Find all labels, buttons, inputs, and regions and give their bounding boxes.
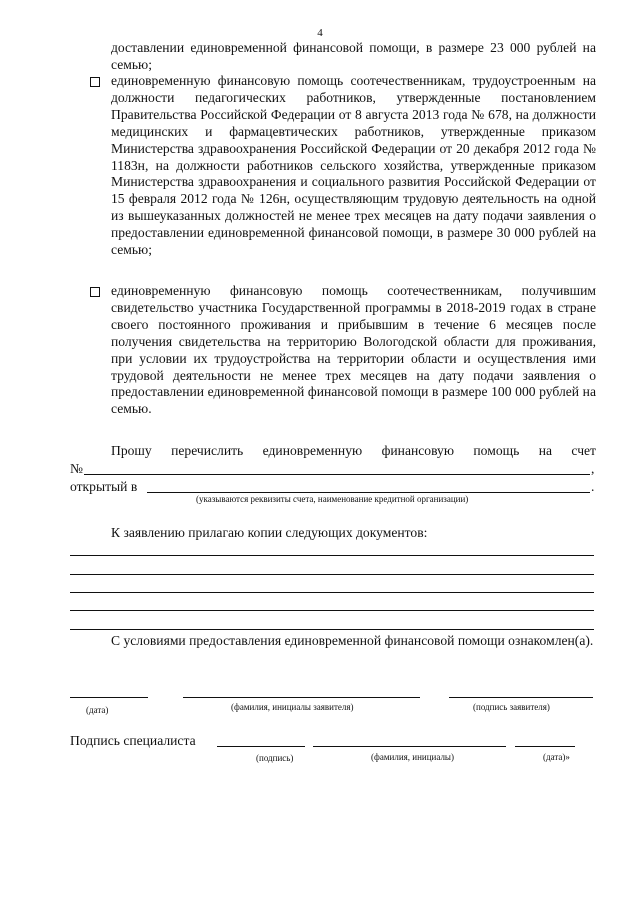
option3-checkbox[interactable] [90,287,100,297]
attachment-line[interactable] [70,629,594,630]
attachment-line[interactable] [70,592,594,593]
applicant-name-field[interactable] [183,697,420,698]
applicant-name-caption: (фамилия, инициалы заявителя) [231,702,354,712]
applicant-signature-caption: (подпись заявителя) [473,702,550,712]
acknowledgement-text: С условиями предоставления единовременной финансовой помощи ознакомлен(а). [111,633,594,648]
date-field[interactable] [70,697,148,698]
specialist-date-field[interactable] [515,746,575,747]
specialist-name-field[interactable] [313,746,506,747]
attachments-label: К заявлению прилагаю копии следующих документов: [111,525,428,540]
specialist-signature-label: Подпись специалиста [70,733,196,748]
specialist-signature-caption: (подпись) [256,753,294,763]
option3-text: единовременную финансовую помощь соотечественникам, получившим свидетельство участника Государственной программы в 2018-2019 годах в стране своего постоянного проживания и прибывшим в течение 6 месяцев после получения свидетельства на территорию Вологодской области для проживания, при условии их трудоустройства на территории области и осуществления ими трудовой деятельности не менее трех месяцев на дату подачи заявления о предоставлении единовременной финансовой помощи в размере 100 000 рублей на семью. [111,283,596,417]
opened-in-end: . [591,479,595,494]
transfer-request-text: Прошу перечислить единовременную финансовую помощь на счет [111,443,596,458]
account-number-end: , [591,461,595,476]
specialist-signature-field[interactable] [217,746,305,747]
option2-checkbox[interactable] [90,77,100,87]
bank-name-field[interactable] [147,492,590,493]
attachment-line[interactable] [70,574,594,575]
option2-text: единовременную финансовую помощь соотечественникам, трудоустроенным на должности педагогических работников, утвержденные постановлением Правительства Российской Федерации от 8 августа 2013 года № 678, на должности медицинских и фармацевтических работников, утвержденные приказом Министерства здравоохранения Российской Федерации от 20 декабря 2012 года № 1183н, на должности работников сельского хозяйства, утвержденные приказом Министерства здравоохранения и социального развития Российской Федерации от 15 февраля 2012 года № 126н, осуществляющим трудовую деятельность на одной из вышеуказанных должностей не менее трех месяцев на дату подачи заявления о предоставлении единовременной финансовой помощи, в размере 30 000 рублей на семью; [111,73,596,258]
applicant-signature-field[interactable] [449,697,593,698]
account-number-field[interactable] [84,474,590,475]
account-number-label: № [70,461,83,476]
date-caption: (дата) [86,705,109,715]
page-number: 4 [317,27,323,39]
opened-in-label: открытый в [70,479,138,494]
attachment-line[interactable] [70,610,594,611]
bank-hint: (указываются реквизиты счета, наименование кредитной организации) [196,494,469,504]
attachment-line[interactable] [70,555,594,556]
specialist-name-caption: (фамилия, инициалы) [371,752,454,762]
specialist-date-caption: (дата)» [543,752,570,762]
paragraph-top: доставлении единовременной финансовой помощи, в размере 23 000 рублей на семью; [111,40,596,72]
